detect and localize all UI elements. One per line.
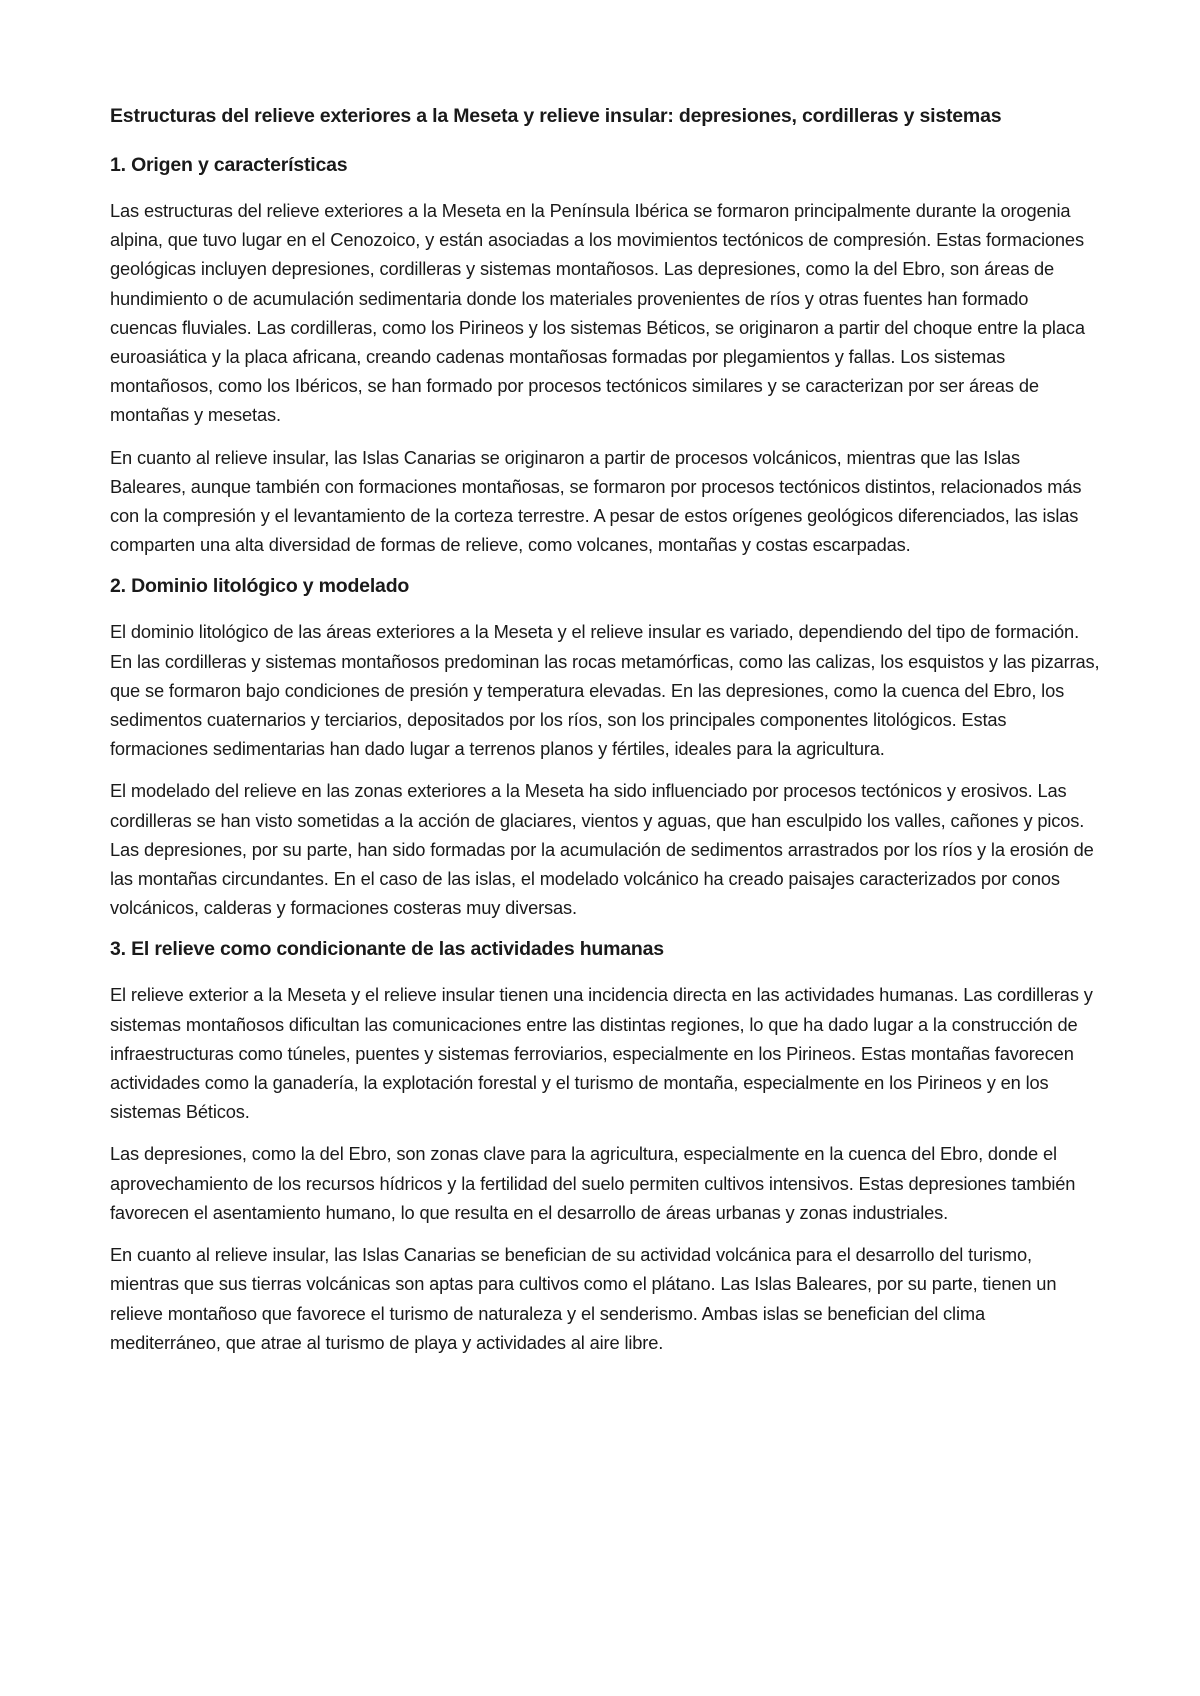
- section-heading: 2. Dominio litológico y modelado: [110, 575, 410, 598]
- section-lithology: [110, 572, 1100, 922]
- section-origin: [110, 151, 1100, 559]
- document-title: Estructuras del relieve exteriores a la Meseta y relieve insular: depresiones, cordilleras y sistemas: [110, 105, 1002, 127]
- paragraph: El modelado del relieve en las zonas exteriores a la Meseta ha sido influenciado por procesos tectónicos y erosivos. Las cordilleras se han visto sometidas a la acción de glaciares, vientos y aguas, que han esculpido los valles, cañones y picos. Las depresiones, por su parte, han sido formadas por la acumulación de sedimentos arrastrados por los ríos y la erosión de las montañas circundantes. En el caso de las islas, el modelado volcánico ha creado paisajes caracterizados por conos volcánicos, calderas y formaciones costeras muy diversas.: [110, 780, 1094, 919]
- paragraph: En cuanto al relieve insular, las Islas Canarias se benefician de su actividad volcánica para el desarrollo del turismo, mientras que sus tierras volcánicas son aptas para cultivos como el plátano. Las Islas Baleares, por su parte, tienen un relieve montañoso que favorece el turismo de naturaleza y el senderismo. Ambas islas se benefician del clima mediterráneo, que atrae al turismo de playa y actividades al aire libre.: [110, 1244, 1057, 1353]
- paragraph: El relieve exterior a la Meseta y el relieve insular tienen una incidencia directa en las actividades humanas. Las cordilleras y sistemas montañosos dificultan las comunicaciones entre las distintas regiones, lo que ha dado lugar a la construcción de infraestructuras como túneles, puentes y sistemas ferroviarios, especialmente en los Pirineos. Estas montañas favorecen actividades como la ganadería, la explotación forestal y el turismo de montaña, especialmente en los Pirineos y en los sistemas Béticos.: [110, 984, 1093, 1123]
- section-human-activities: [110, 935, 1100, 1356]
- section-heading: 3. El relieve como condicionante de las actividades humanas: [110, 938, 664, 961]
- section-heading: 1. Origen y características: [110, 154, 348, 176]
- paragraph: Las estructuras del relieve exteriores a la Meseta en la Península Ibérica se formaron principalmente durante la orogenia alpina, que tuvo lugar en el Cenozoico, y están asociadas a los movimientos tectónicos de compresión. Estas formaciones geológicas incluyen depresiones, cordilleras y sistemas montañosos. Las depresiones, como la del Ebro, son áreas de hundimiento o de acumulación sedimentaria donde los materiales provenientes de ríos y otras fuentes han formado cuencas fluviales. Las cordilleras, como los Pirineos y los sistemas Béticos, se originaron a partir del choque entre la placa euroasiática y la placa africana, creando cadenas montañosas formadas por plegamientos y fallas. Los sistemas montañosos, como los Ibéricos, se han formado por procesos tectónicos similares y se caracterizan por ser áreas de montañas y mesetas.: [110, 200, 1085, 426]
- paragraph: El dominio litológico de las áreas exteriores a la Meseta y el relieve insular es variado, dependiendo del tipo de formación. En las cordilleras y sistemas montañosos predominan las rocas metamórficas, como las calizas, los esquistos y las pizarras, que se formaron bajo condiciones de presión y temperatura elevadas. En las depresiones, como la cuenca del Ebro, los sedimentos cuaternarios y terciarios, depositados por los ríos, son los principales componentes litológicos. Estas formaciones sedimentarias han dado lugar a terrenos planos y fértiles, ideales para la agricultura.: [110, 621, 1100, 760]
- paragraph: En cuanto al relieve insular, las Islas Canarias se originaron a partir de procesos volcánicos, mientras que las Islas Baleares, aunque también con formaciones montañosas, se formaron por procesos tectónicos distintos, relacionados más con la compresión y el levantamiento de la corteza terrestre. A pesar de estos orígenes geológicos diferenciados, las islas comparten una alta diversidad de formas de relieve, como volcanes, montañas y costas escarpadas.: [110, 446, 1082, 556]
- paragraph: Las depresiones, como la del Ebro, son zonas clave para la agricultura, especialmente en la cuenca del Ebro, donde el aprovechamiento de los recursos hídricos y la fertilidad del suelo permiten cultivos intensivos. Estas depresiones también favorecen el asentamiento humano, lo que resulta en el desarrollo de áreas urbanas y zonas industriales.: [110, 1143, 1076, 1223]
